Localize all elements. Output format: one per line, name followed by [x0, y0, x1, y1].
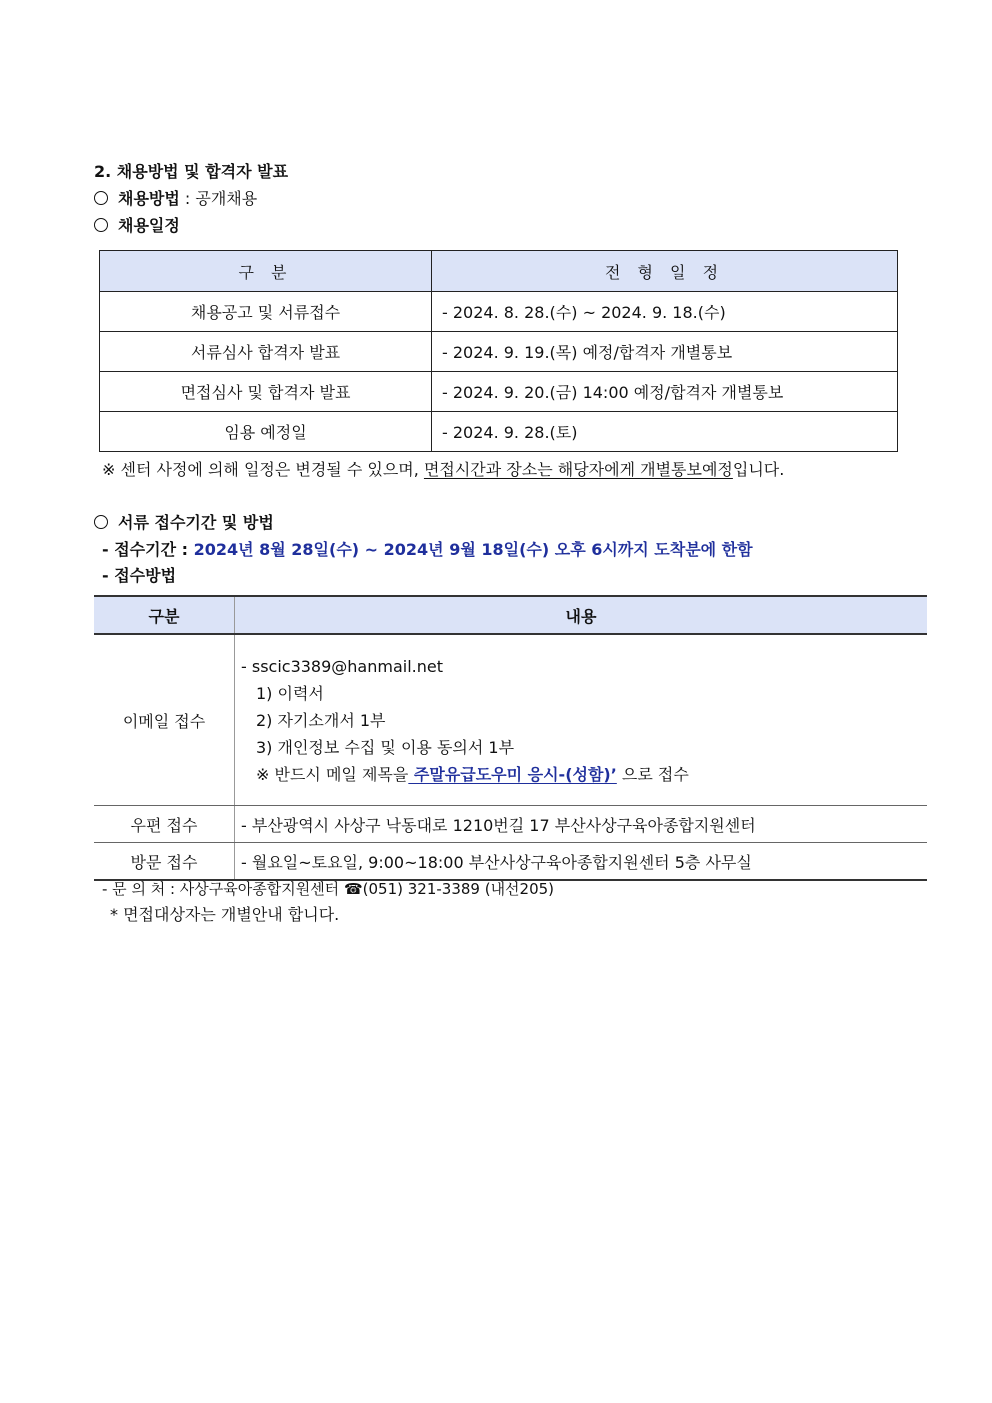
email-content: [235, 634, 928, 806]
table-header-row: [94, 596, 927, 634]
table-row: [100, 292, 898, 332]
schedule-label: 채용일정: [118, 216, 180, 235]
contact-prefix: - 문 의 처 : 사상구육아종합지원센터: [102, 880, 344, 898]
hiring-method-line: [94, 189, 257, 209]
circle-bullet-icon: [94, 515, 108, 529]
header-division: 구분: [94, 596, 235, 634]
schedule-item: 서류심사 합격자 발표: [100, 332, 432, 372]
schedule-date: - 2024. 9. 20.(금) 14:00 예정/합격자 개별통보: [432, 372, 898, 412]
note-underlined: 면접시간과 장소는 해당자에게 개별통보예정: [423, 460, 733, 479]
schedule-item: 면접심사 및 합격자 발표: [100, 372, 432, 412]
email-doc-item: 1) 이력서: [256, 683, 324, 703]
email-subject: 주말유급도우미 응시-(성함)’: [408, 764, 617, 784]
header-schedule: 전 형 일 정: [432, 251, 898, 292]
submission-heading-line: [94, 513, 274, 533]
submission-method-table: [94, 595, 927, 881]
email-address: - sscic3389@hanmail.net: [241, 656, 443, 676]
note-suffix: 으로 접수: [616, 764, 689, 784]
table-header-row: [100, 251, 898, 292]
circle-bullet-icon: [94, 191, 108, 205]
header-division: 구 분: [100, 251, 432, 292]
post-value: - 부산광역시 사상구 낙동대로 1210번길 17 부산사상구육아종합지원센터: [235, 806, 928, 843]
table-row: [94, 843, 927, 881]
header-content: 내용: [235, 596, 928, 634]
schedule-date: - 2024. 9. 28.(토): [432, 412, 898, 452]
circle-bullet-icon: [94, 218, 108, 232]
hiring-method-sep: :: [179, 189, 196, 208]
table-row: [100, 332, 898, 372]
contact-phone: (051) 321-3389 (내선205): [362, 880, 555, 898]
section-heading: 2. 채용방법 및 합격자 발표: [94, 162, 289, 181]
email-subject-note: [241, 761, 926, 788]
schedule-item: 임용 예정일: [100, 412, 432, 452]
table-row: [94, 634, 927, 806]
submission-method-label: - 접수방법: [102, 566, 177, 585]
submission-period-line: [102, 540, 753, 560]
period-value: 2024년 8월 28일(수) ~ 2024년 9월 18일(수) 오후 6시까지 도착분에 한함: [193, 540, 753, 559]
table-row: [94, 806, 927, 843]
note-suffix: 입니다.: [732, 460, 785, 479]
interview-note: * 면접대상자는 개별안내 합니다.: [110, 905, 340, 924]
schedule-date: - 2024. 8. 28.(수) ~ 2024. 9. 18.(수): [432, 292, 898, 332]
period-label: - 접수기간 :: [102, 540, 194, 559]
table-row: [100, 372, 898, 412]
schedule-note: [102, 460, 784, 480]
hiring-method-value: 공개채용: [195, 189, 258, 208]
email-doc-item: 3) 개인정보 수집 및 이용 동의서 1부: [256, 737, 515, 757]
contact-line: [102, 879, 554, 899]
schedule-item: 채용공고 및 서류접수: [100, 292, 432, 332]
submission-heading: 서류 접수기간 및 방법: [118, 513, 274, 532]
note-prefix: ※ 센터 사정에 의해 일정은 변경될 수 있으며,: [102, 460, 424, 479]
table-row: [100, 412, 898, 452]
visit-label: 방문 접수: [94, 843, 235, 881]
schedule-label-line: [94, 216, 180, 236]
hiring-method-label: 채용방법: [118, 189, 180, 208]
schedule-table: [99, 250, 898, 452]
post-label: 우편 접수: [94, 806, 235, 843]
note-prefix: ※ 반드시 메일 제목을: [256, 764, 409, 784]
schedule-date: - 2024. 9. 19.(목) 예정/합격자 개별통보: [432, 332, 898, 372]
email-doc-item: 2) 자기소개서 1부: [256, 710, 386, 730]
phone-icon: ☎: [343, 880, 363, 898]
email-label: 이메일 접수: [94, 634, 235, 806]
visit-value: - 월요일~토요일, 9:00~18:00 부산사상구육아종합지원센터 5층 사무실: [235, 843, 928, 881]
